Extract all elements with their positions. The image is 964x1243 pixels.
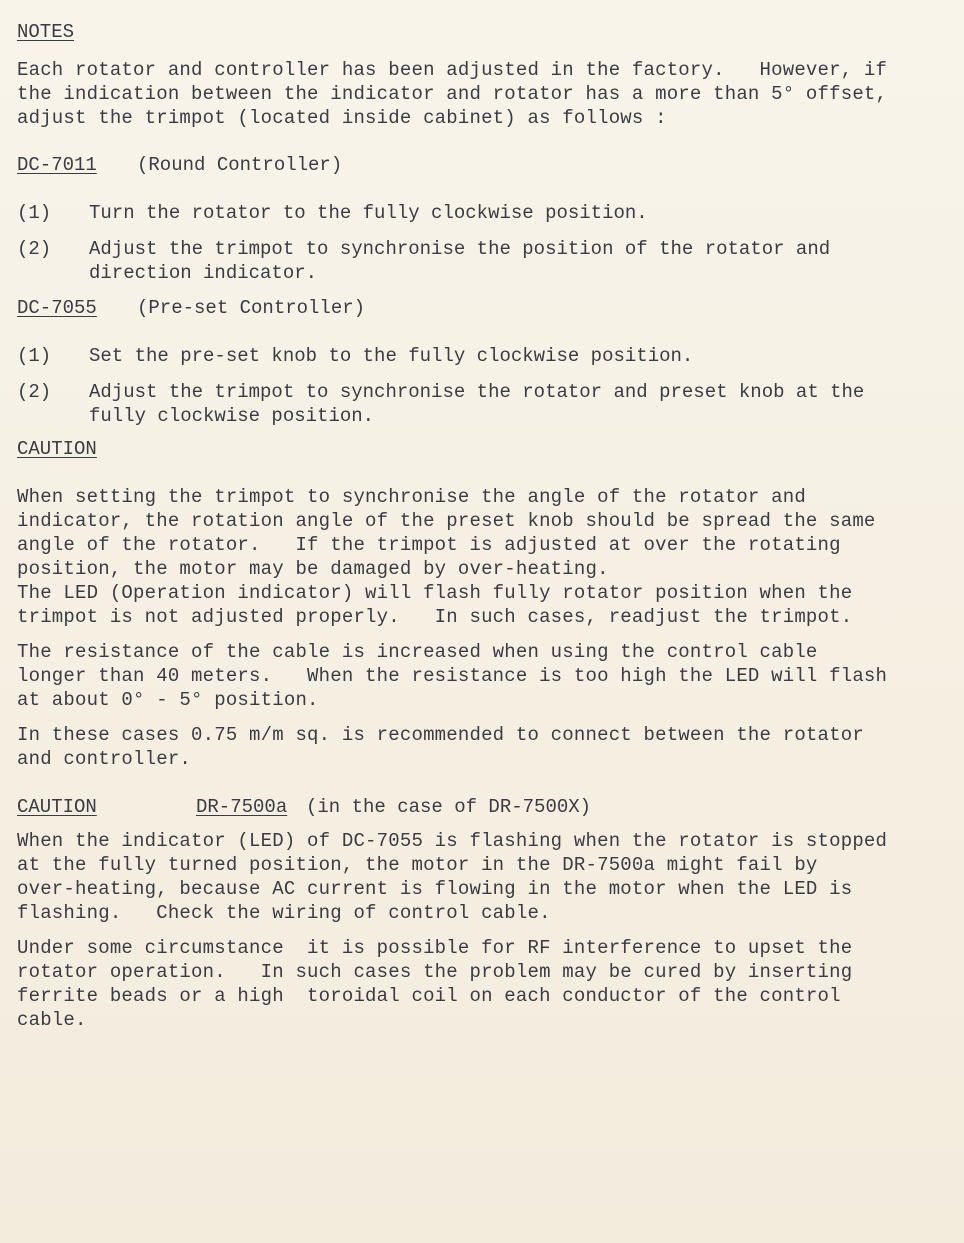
dc7011-step2-number: (2) bbox=[17, 238, 52, 260]
caution2-subtitle: (in the case of DR-7500X) bbox=[306, 796, 592, 818]
dc7055-step2-number: (2) bbox=[17, 381, 52, 403]
caution2-heading: CAUTION bbox=[17, 796, 97, 818]
dc7011-step2-text: Adjust the trimpot to synchronise the position of the rotator and direction indicator. bbox=[89, 238, 831, 284]
dc7055-subtitle: (Pre-set Controller) bbox=[137, 297, 366, 319]
notes-heading: NOTES bbox=[17, 21, 75, 43]
dc7055-step1-text: Set the pre-set knob to the fully clockwise position. bbox=[89, 345, 694, 367]
caution-paragraph-resistance: The resistance of the cable is increased when using the control cable longer than 40 meters. When the resistance is too high the LED will flash at about 0° - 5° position. bbox=[17, 641, 888, 711]
dc7055-step2-text: Adjust the trimpot to synchronise the rotator and preset knob at the fully clockwise position. bbox=[89, 381, 865, 427]
dc7011-step1-text: Turn the rotator to the fully clockwise position. bbox=[89, 202, 648, 224]
dc7011-step1-number: (1) bbox=[17, 202, 52, 224]
caution-paragraph-cable: In these cases 0.75 m/m sq. is recommended to connect between the rotator and controller. bbox=[17, 724, 864, 770]
intro-paragraph: Each rotator and controller has been adjusted in the factory. However, if the indication between the indicator and rotator has a more than 5° offset, adjust the trimpot (located inside cabinet) as follows : bbox=[17, 59, 888, 129]
dc7011-subtitle: (Round Controller) bbox=[137, 154, 343, 176]
caution-paragraph-trimpot: When setting the trimpot to synchronise the angle of the rotator and indicator, the rotation angle of the preset knob should be spread the same angle of the rotator. If the trimpot is adjusted at over the rotating position, the motor may be damaged by over-heating. The LED (Operation indicator) will flash fully rotator position when the trimpot is not adjusted properly. In such cases, readjust the trimpot. bbox=[17, 486, 876, 628]
caution2-model: DR-7500a bbox=[196, 796, 288, 818]
caution2-paragraph-led: When the indicator (LED) of DC-7055 is flashing when the rotator is stopped at the fully turned position, the motor in the DR-7500a might fail by over-heating, because AC current is flowing in the motor when the LED is flashing. Check the wiring of control cable. bbox=[17, 830, 888, 924]
dc7055-step1-number: (1) bbox=[17, 345, 52, 367]
caution2-paragraph-rf: Under some circumstance it is possible for RF interference to upset the rotator operation. In such cases the problem may be cured by inserting ferrite beads or a high toroidal coil on each conductor of the control cable. bbox=[17, 937, 853, 1031]
dc7011-model: DC-7011 bbox=[17, 154, 97, 176]
dc7055-model: DC-7055 bbox=[17, 297, 97, 319]
caution-heading: CAUTION bbox=[17, 438, 97, 460]
